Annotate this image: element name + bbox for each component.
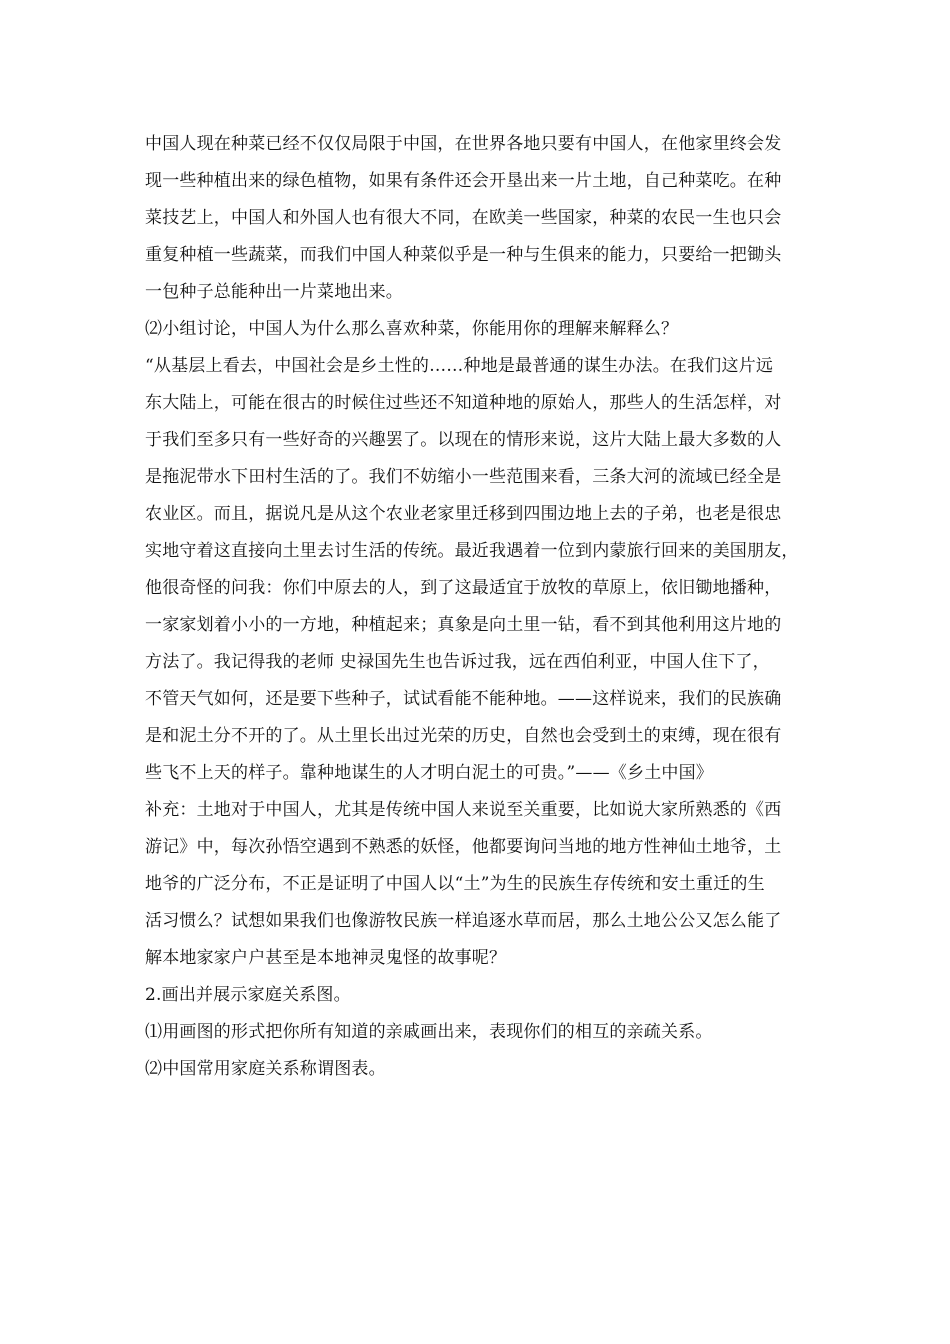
paragraph-line: 中国人现在种菜已经不仅仅局限于中国，在世界各地只要有中国人，在他家里终会发	[145, 134, 782, 154]
quote-line: 东大陆上，可能在很古的时候住过些还不知道种地的原始人，那些人的生活怎样，对	[145, 393, 782, 413]
quote-line: 是拖泥带水下田村生活的了。我们不妨缩小一些范围来看，三条大河的流域已经全是	[145, 467, 782, 487]
quote-line: 是和泥土分不开的了。从土里长出过光荣的历史，自然也会受到土的束缚，现在很有	[145, 726, 782, 746]
supplement-line: 补充：土地对于中国人，尤其是传统中国人来说至关重要，比如说大家所熟悉的《西	[145, 800, 782, 820]
section-heading: 2.画出并展示家庭关系图。	[145, 985, 351, 1005]
paragraph-line: 一包种子总能种出一片菜地出来。	[145, 282, 403, 302]
supplement-line: 活习惯么？试想如果我们也像游牧民族一样追逐水草而居，那么土地公公又怎么能了	[145, 911, 782, 931]
quote-line: 他很奇怪的问我：你们中原去的人，到了这最适宜于放牧的草原上，依旧锄地播种，	[145, 578, 782, 598]
quote-line: 于我们至多只有一些好奇的兴趣罢了。以现在的情形来说，这片大陆上最大多数的人	[145, 430, 782, 450]
supplement-line: 游记》中，每次孙悟空遇到不熟悉的妖怪，他都要询问当地的地方性神仙土地爷，土	[145, 837, 782, 857]
task-item: ⑴用画图的形式把你所有知道的亲戚画出来，表现你们的相互的亲疏关系。	[145, 1022, 713, 1042]
quote-line: “从基层上看去，中国社会是乡土性的……种地是最普通的谋生办法。在我们这片远	[145, 356, 774, 376]
paragraph-line: 重复种植一些蔬菜，而我们中国人种菜似乎是一种与生俱来的能力，只要给一把锄头	[145, 245, 782, 265]
paragraph-line: 现一些种植出来的绿色植物，如果有条件还会开垦出来一片土地，自己种菜吃。在种	[145, 171, 782, 191]
quote-line: 农业区。而且，据说凡是从这个农业老家里迁移到四围边地上去的子弟，也老是很忠	[145, 504, 782, 524]
question-heading: ⑵小组讨论，中国人为什么那么喜欢种菜，你能用你的理解来解释么？	[145, 319, 679, 339]
quote-line: 些飞不上天的样子。靠种地谋生的人才明白泥土的可贵。”——《乡土中国》	[145, 763, 713, 783]
quote-line: 一家家划着小小的一方地，种植起来；真象是向土里一钻，看不到其他利用这片地的	[145, 615, 782, 635]
supplement-line: 地爷的广泛分布，不正是证明了中国人以“土”为生的民族生存传统和安土重迁的生	[145, 874, 765, 894]
supplement-line: 解本地家家户户甚至是本地神灵鬼怪的故事呢？	[145, 948, 507, 968]
paragraph-line: 菜技艺上，中国人和外国人也有很大不同，在欧美一些国家，种菜的农民一生也只会	[145, 208, 782, 228]
quote-line: 实地守着这直接向土里去讨生活的传统。最近我遇着一位到内蒙旅行回来的美国朋友，	[145, 541, 799, 561]
quote-line: 方法了。我记得我的老师 史禄国先生也告诉过我，远在西伯利亚，中国人住下了，	[145, 652, 770, 672]
quote-line: 不管天气如何，还是要下些种子，试试看能不能种地。——这样说来，我们的民族确	[145, 689, 782, 709]
task-item: ⑵中国常用家庭关系称谓图表。	[145, 1059, 386, 1079]
